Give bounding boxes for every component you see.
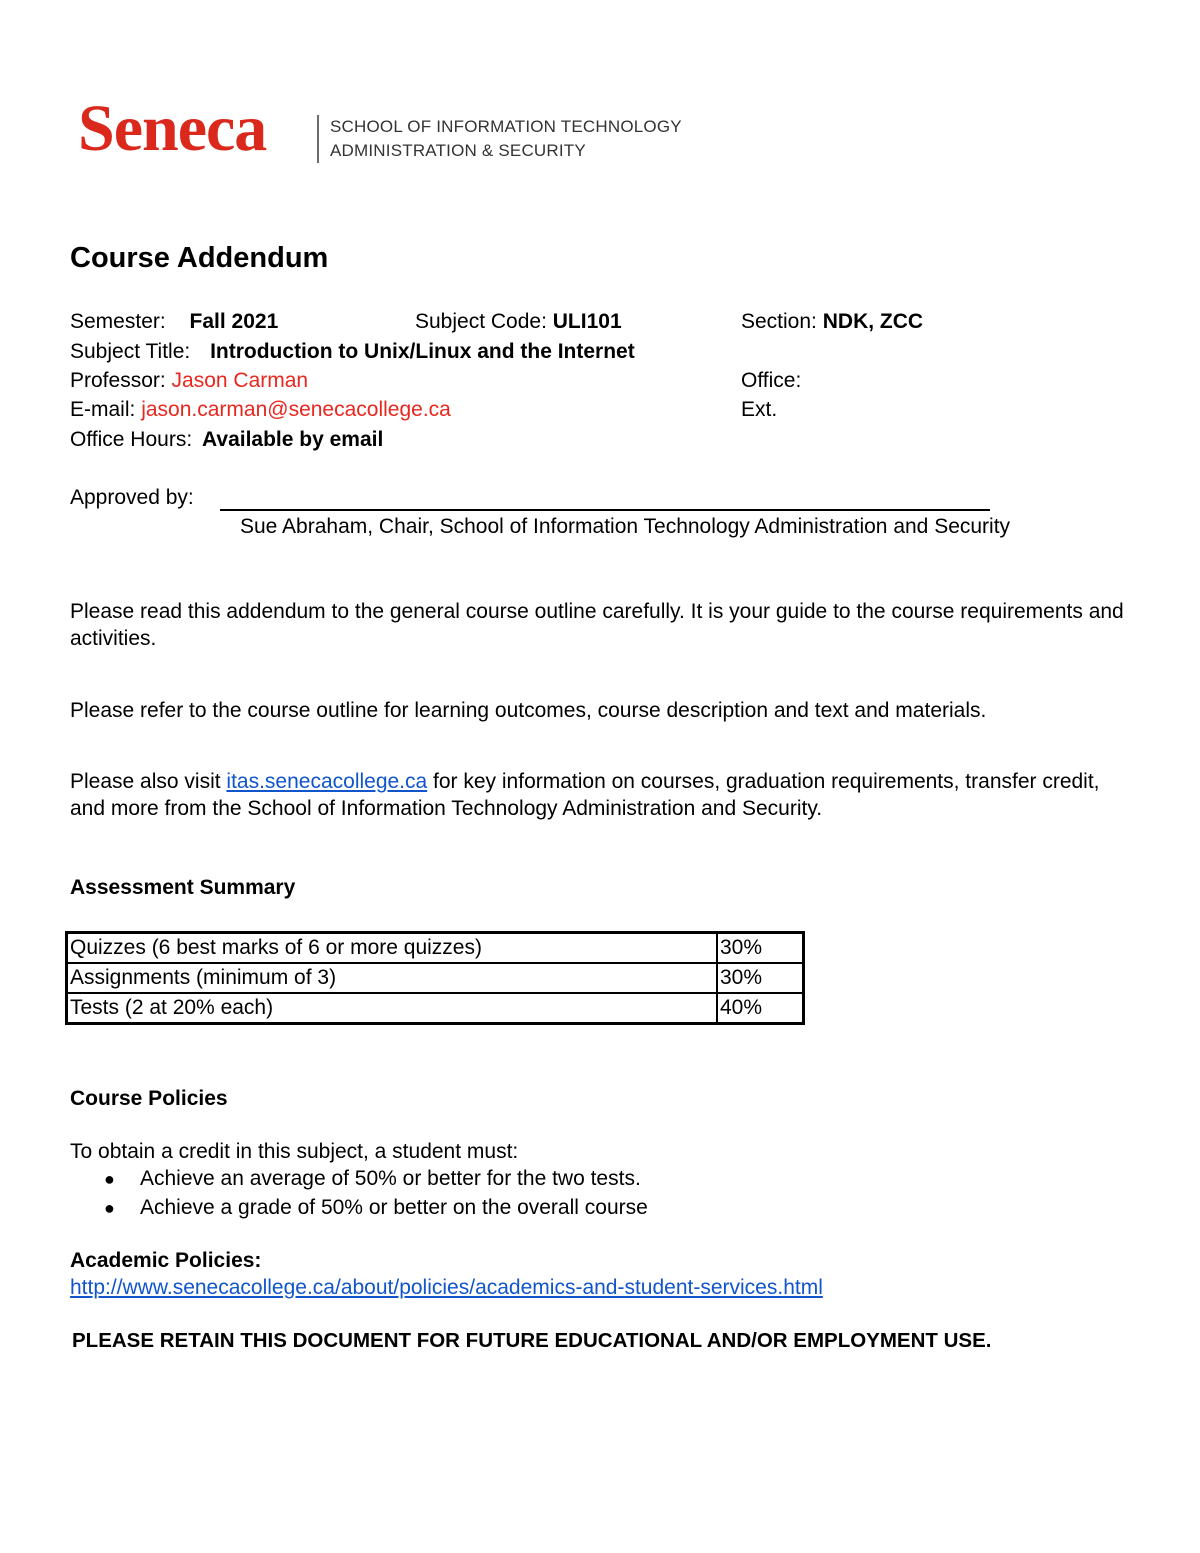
intro-paragraph: Please read this addendum to the general course outline carefully. It is your guide to the course requirements and activities.	[70, 600, 1124, 650]
subject-code-label: Subject Code:	[415, 310, 547, 333]
signature-line	[220, 509, 990, 511]
logo-divider	[317, 115, 319, 163]
section-row	[741, 310, 923, 334]
assessment-item: Tests (2 at 20% each)	[67, 993, 718, 1024]
office-hours-row	[70, 428, 383, 452]
approver-name: Sue Abraham, Chair, School of Information Technology Administration and Security	[240, 515, 1011, 538]
bullet-icon: ●	[104, 1198, 115, 1218]
logo-school-line2: ADMINISTRATION & SECURITY	[330, 141, 586, 160]
course-policies-heading: Course Policies	[70, 1087, 228, 1110]
semester-value: Fall 2021	[189, 310, 279, 333]
assessment-item: Assignments (minimum of 3)	[67, 963, 718, 993]
assessment-table	[65, 931, 805, 1025]
academic-policies-heading: Academic Policies:	[70, 1249, 262, 1272]
logo-school-line1: SCHOOL OF INFORMATION TECHNOLOGY	[330, 117, 682, 136]
subject-title-value: Introduction to Unix/Linux and the Internet	[210, 340, 635, 363]
professor-value: Jason Carman	[171, 369, 309, 392]
page-title: Course Addendum	[70, 242, 329, 274]
table-row	[67, 963, 804, 993]
subject-title-label: Subject Title:	[70, 340, 191, 363]
subject-title-row	[70, 340, 635, 364]
visit-text-before: Please also visit	[70, 770, 227, 793]
assessment-weight: 30%	[717, 933, 804, 964]
ext-label: Ext.	[741, 398, 778, 421]
professor-row	[70, 369, 308, 393]
academic-policies-link[interactable]: http://www.senecacollege.ca/about/policies/academics-and-student-services.html	[70, 1276, 823, 1299]
retain-notice: PLEASE RETAIN THIS DOCUMENT FOR FUTURE EDUCATIONAL AND/OR EMPLOYMENT USE.	[72, 1329, 992, 1352]
office-label: Office:	[741, 369, 802, 392]
professor-label: Professor:	[70, 369, 166, 392]
list-item: Achieve an average of 50% or better for the two tests.	[140, 1167, 641, 1190]
subject-code-value: ULI101	[552, 310, 622, 333]
seneca-logo: Seneca	[78, 92, 267, 165]
office-hours-value: Available by email	[202, 428, 384, 451]
assessment-weight: 40%	[717, 993, 804, 1024]
refer-paragraph: Please refer to the course outline for learning outcomes, course description and text and materials.	[70, 699, 987, 722]
section-value: NDK, ZCC	[822, 310, 924, 333]
assessment-weight: 30%	[717, 963, 804, 993]
section-label: Section:	[741, 310, 817, 333]
itas-link[interactable]: itas.senecacollege.ca	[226, 770, 428, 793]
subject-code-row	[415, 310, 622, 334]
office-hours-label: Office Hours:	[70, 428, 193, 451]
bullet-icon: ●	[104, 1169, 115, 1189]
email-value[interactable]: jason.carman@senecacollege.ca	[141, 398, 451, 421]
policies-intro: To obtain a credit in this subject, a student must:	[70, 1140, 519, 1163]
email-label: E-mail:	[70, 398, 136, 421]
visit-paragraph	[70, 768, 1130, 822]
list-item: Achieve a grade of 50% or better on the overall course	[140, 1196, 648, 1219]
semester-row	[70, 310, 278, 334]
table-row	[67, 933, 804, 964]
semester-label: Semester:	[70, 310, 166, 333]
assessment-item: Quizzes (6 best marks of 6 or more quizzes)	[67, 933, 718, 964]
approved-by-label: Approved by:	[70, 486, 194, 509]
email-row	[70, 398, 451, 422]
visit-text-after: for key information on courses, graduation requirements, transfer credit, and more from the School of Information Technology Administration and Security.	[70, 770, 1100, 820]
assessment-heading: Assessment Summary	[70, 876, 296, 899]
table-row	[67, 993, 804, 1024]
